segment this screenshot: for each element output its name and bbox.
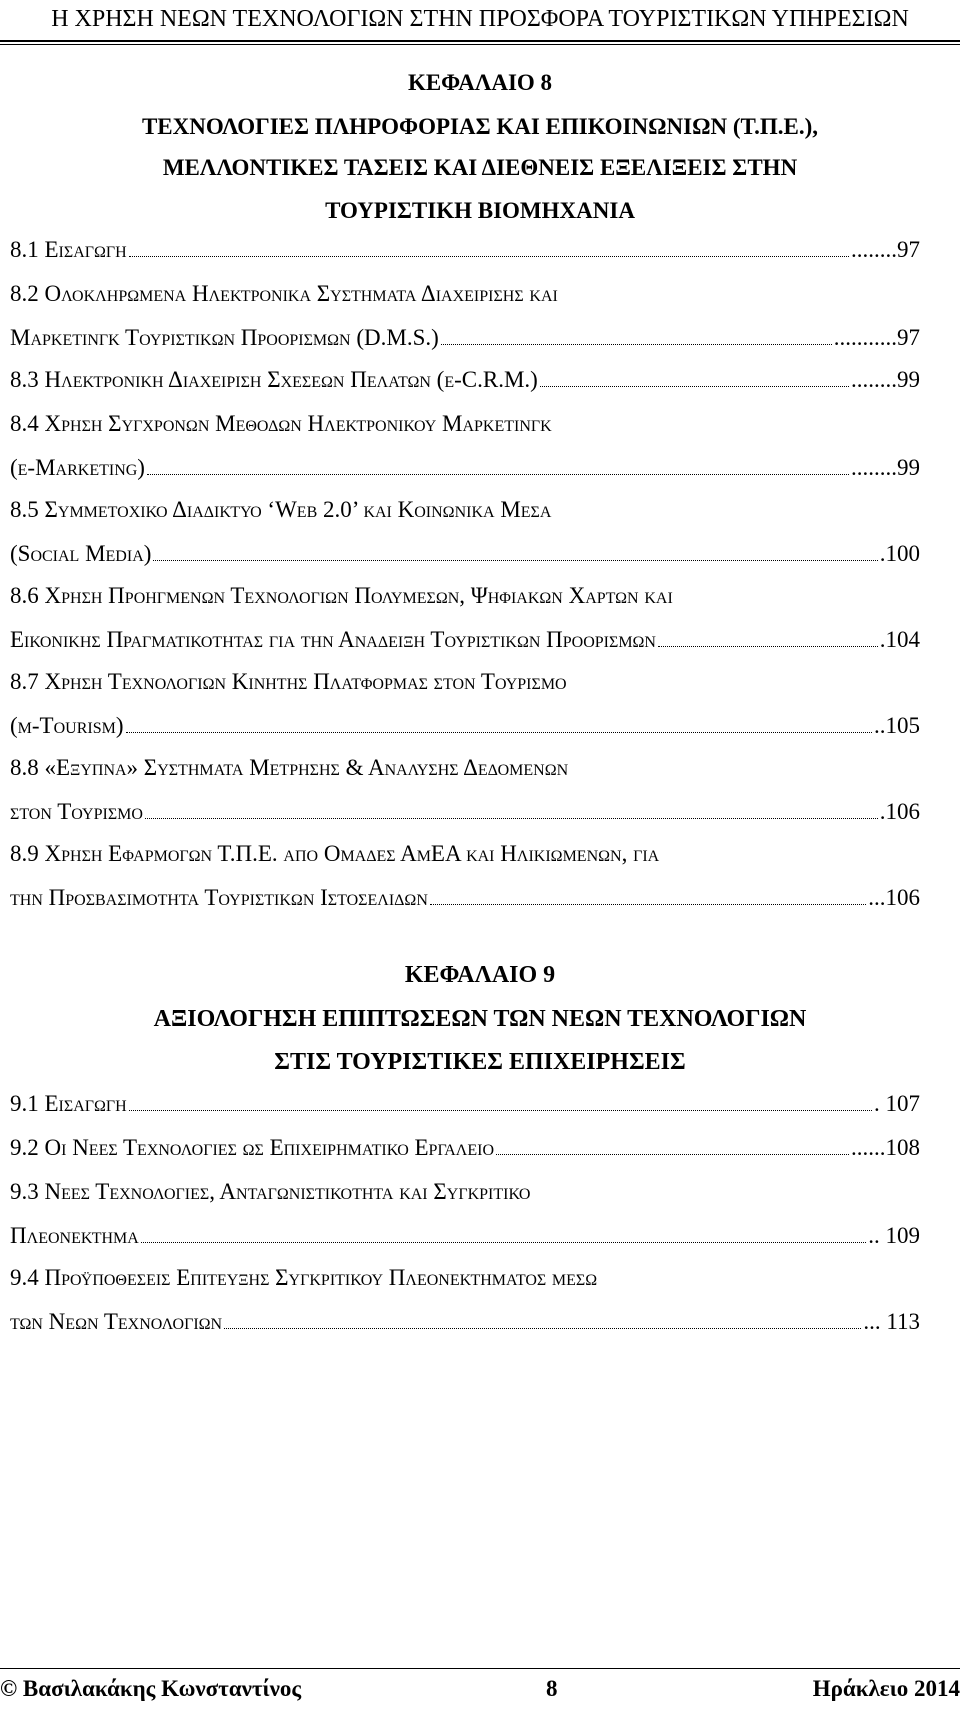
chapter-8-title-line-3: ΤΟΥΡΙΣΤΙΚΗ ΒΙΟΜΗΧΑΝΙΑ	[325, 198, 635, 223]
toc-entry-title-cont: των Νεων Τεχνολογιων	[10, 1309, 223, 1334]
toc-entry-8-9[interactable]	[10, 840, 920, 912]
toc-entry-title-cont: Εικονικης Πραγματικοτητας για την Αναδειξη Τουριστικων Προορισμων	[10, 627, 656, 652]
toc-entry-title-cont: Μαρκετινγκ Τουριστικων Προορισμων (D.M.S.)	[10, 325, 439, 350]
footer-author: © Βασιλακάκης Κωνσταντίνος	[0, 1676, 302, 1701]
chapter-9-title-line-1: ΑΞΙΟΛΟΓΗΣΗ ΕΠΙΠΤΩΣΕΩΝ ΤΩΝ ΝΕΩΝ ΤΕΧΝΟΛΟΓΙΩΝ	[153, 1006, 807, 1032]
toc-entry-title: 9.3 Νεες Τεχνολογιες, Ανταγωνιστικοτητα και Συγκριτικο	[10, 1179, 531, 1204]
toc-entry-title: 8.7 Χρηση Τεχνολογιων Κινητης Πλατφορμας στον Τουρισμο	[10, 669, 567, 694]
toc-entry-title-cont: την Προσβασιμοτητα Τουριστικων Ιστοσελιδων	[10, 885, 428, 910]
toc-page-number: .106	[879, 799, 920, 824]
toc-entry-8-8[interactable]	[10, 754, 920, 826]
toc-page-number: ......108	[851, 1135, 920, 1160]
toc-entry-title-cont: στον Τουρισμο	[10, 799, 143, 824]
header-rule	[0, 40, 960, 42]
footer-page-number: 8	[546, 1676, 558, 1701]
toc-entry-9-2[interactable]	[10, 1134, 920, 1162]
toc-entry-title: 8.2 Ολοκληρωμενα Ηλεκτρονικα Συστηματα Διαχειρισης και	[10, 281, 558, 306]
leader-dots	[129, 255, 849, 257]
toc-page-number: ..105	[874, 713, 920, 738]
toc-entry-title-cont: (e-Marketing)	[10, 455, 145, 480]
toc-page-number: .100	[879, 541, 920, 566]
toc-entry-title: 8.1 Εισαγωγη	[10, 237, 127, 262]
leader-dots	[141, 1241, 866, 1243]
toc-entry-title-cont: (m-Tourism)	[10, 713, 124, 738]
toc-entry-title: 8.6 Χρηση Προηγμενων Τεχνολογιων Πολυμεσων, Ψηφιακων Χαρτων και	[10, 583, 673, 608]
toc-entry-title: 9.1 Εισαγωγη	[10, 1091, 127, 1116]
chapter-9-label: ΚΕΦΑΛΑΙΟ 9	[404, 962, 556, 988]
leader-dots	[496, 1153, 849, 1155]
toc-page-number: .104	[879, 627, 920, 652]
toc-page-number: ........99	[851, 455, 920, 480]
toc-entry-title: 8.4 Χρηση Συγχρονων Μεθοδων Ηλεκτρονικου Μαρκετινγκ	[10, 411, 552, 436]
toc-entry-title: 8.9 Χρηση Εφαρμογων Τ.Π.Ε. απο Ομαδες ΑμΕΑ και Ηλικιωμενων, για	[10, 841, 660, 866]
leader-dots	[153, 559, 877, 561]
toc-entry-8-4[interactable]	[10, 410, 920, 482]
chapter-9-title-line-2: ΣΤΙΣ ΤΟΥΡΙΣΤΙΚΕΣ ΕΠΙΧΕΙΡΗΣΕΙΣ	[274, 1049, 686, 1075]
toc-entry-title: 8.8 «Εξυπνα» Συστηματα Μετρησης & Αναλυσης Δεδομενων	[10, 755, 569, 780]
leader-dots	[126, 731, 873, 733]
footer-rule	[0, 1668, 960, 1669]
toc-entry-title: 8.5 Συμμετοχικο Διαδικτυο ‘Web 2.0’ και Κοινωνικα Μεσα	[10, 497, 552, 522]
leader-dots	[147, 473, 849, 475]
leader-dots	[129, 1109, 872, 1111]
toc-entry-8-7[interactable]	[10, 668, 920, 740]
toc-entry-title-cont: (Social Media)	[10, 541, 152, 566]
toc-page-number: ........97	[851, 237, 920, 262]
toc-entry-title: 8.3 Ηλεκτρονικη Διαχειριση Σχεσεων Πελατων (e-C.R.M.)	[10, 367, 538, 392]
chapter-8-label: ΚΕΦΑΛΑΙΟ 8	[407, 70, 553, 95]
toc-entry-8-6[interactable]	[10, 582, 920, 654]
leader-dots	[540, 385, 849, 387]
leader-dots	[430, 903, 866, 905]
toc-entry-title: 9.2 Οι Νεες Τεχνολογιες ως Επιχειρηματικο Εργαλειο	[10, 1135, 495, 1160]
toc-entry-title-cont: Πλεονεκτημα	[10, 1223, 139, 1248]
leader-dots	[658, 645, 878, 647]
running-header: Η ΧΡΗΣΗ ΝΕΩΝ ΤΕΧΝΟΛΟΓΙΩΝ ΣΤΗΝ ΠΡΟΣΦΟΡΑ ΤΟΥΡΙΣΤΙΚΩΝ ΥΠΗΡΕΣΙΩΝ	[51, 6, 909, 32]
toc-page-number: ........99	[851, 367, 920, 392]
toc-entry-8-5[interactable]	[10, 496, 920, 568]
leader-dots	[145, 817, 878, 819]
toc-entry-8-1[interactable]	[10, 236, 920, 264]
leader-dots	[441, 343, 832, 345]
header-rule-thin	[0, 44, 960, 45]
toc-entry-title: 9.4 Προϋποθεσεις Επιτευξης Συγκριτικου Πλεονεκτηματος μεσω	[10, 1265, 598, 1290]
toc-page-number: .. 109	[868, 1223, 920, 1248]
toc-entry-9-4[interactable]	[10, 1264, 920, 1336]
toc-entry-9-3[interactable]	[10, 1178, 920, 1250]
toc-entry-8-2[interactable]	[10, 280, 920, 352]
footer-place-year: Ηράκλειο 2014	[812, 1676, 960, 1701]
chapter-8-title-line-2: ΜΕΛΛΟΝΤΙΚΕΣ ΤΑΣΕΙΣ ΚΑΙ ΔΙΕΘΝΕΙΣ ΕΞΕΛΙΞΕΙΣ ΣΤΗΝ	[162, 155, 798, 180]
toc-entry-8-3[interactable]	[10, 366, 920, 394]
toc-page-number: ...106	[868, 885, 920, 910]
chapter-8-title-line-1: ΤΕΧΝΟΛΟΓΙΕΣ ΠΛΗΡΟΦΟΡΙΑΣ ΚΑΙ ΕΠΙΚΟΙΝΩΝΙΩΝ (Τ.Π.Ε.),	[141, 114, 819, 139]
toc-page-number: ... 113	[863, 1309, 920, 1334]
toc-page-number: ...........97	[833, 325, 920, 350]
toc-page-number: . 107	[874, 1091, 920, 1116]
leader-dots	[224, 1327, 861, 1329]
toc-entry-9-1[interactable]	[10, 1090, 920, 1118]
